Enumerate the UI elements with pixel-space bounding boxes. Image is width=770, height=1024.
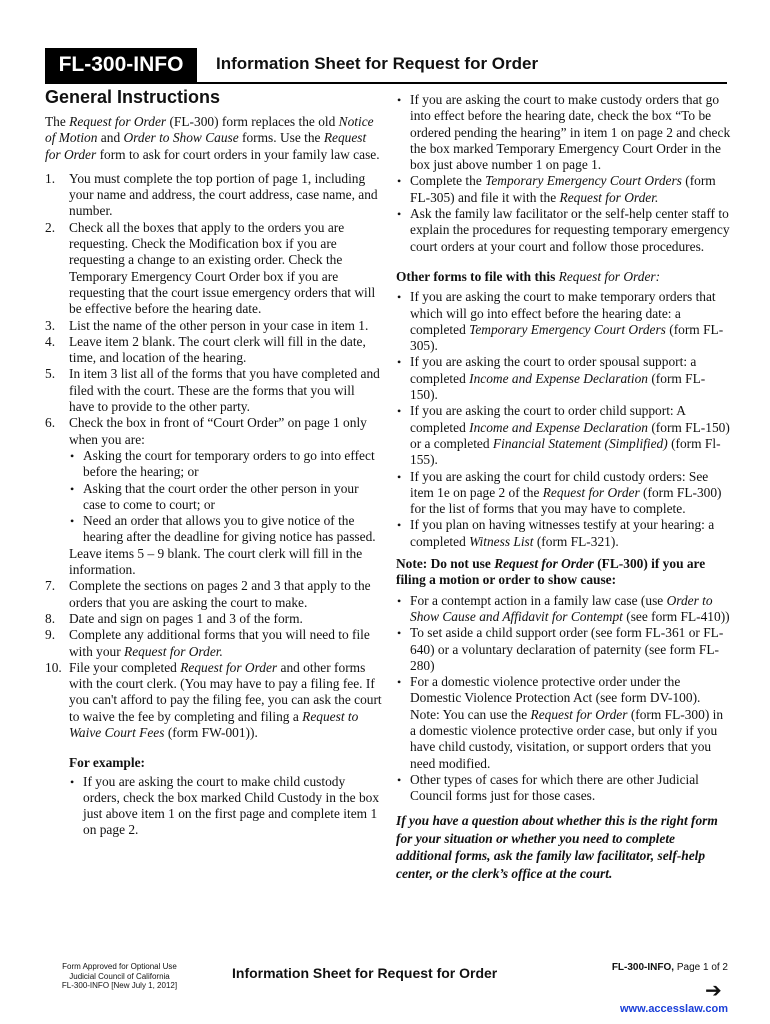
text-run: Complete the sections on pages 2 and 3 that apply to the orders that you are asking the court to make. [69,578,371,610]
text-run: forms. Use the [238,130,324,146]
intro-paragraph [45,114,383,163]
text-run: You must complete the top portion of page 1, including your name and address, the court address, case name, and number. [69,170,378,219]
other-form-bullet [396,469,732,518]
text-run: and [97,130,124,146]
step-text [69,578,371,609]
italic-text: Order to Show Cause [123,130,239,146]
text-run: Other types of cases for which there are other Judicial Council forms just for those cases. [410,771,699,804]
step-number: 7. [45,578,56,594]
custody-bullet [396,173,732,206]
text-run: and other forms with the court clerk. (You may have to pay a filing fee. If you can't afford to pay the filing fee, you can ask the court to waive the fee by completing and filing a [69,659,382,724]
note-bullet [396,772,732,805]
text-run: Date and sign on pages 1 and 3 of the form. [69,610,303,626]
right-column [396,86,732,882]
footer-approval-line3: FL-300-INFO [New July 1, 2012] [61,981,178,990]
other-forms-heading-text: Other forms to file with this [396,268,559,284]
text-run: List the name of the other person in your case in item 1. [69,317,369,333]
step-bullets [69,448,383,546]
text-run: To set aside a child support order (see form FL-361 or FL-640) or a voluntary declaration of paternity (see form FL-280) [410,625,724,673]
custody-bullet [396,206,732,255]
italic-text: Request for Order [494,556,594,572]
step-text [69,660,382,740]
text-run: If you are asking the court to order child support: A completed [410,403,686,435]
step-text [69,334,366,365]
instruction-step [45,334,383,367]
instruction-step [45,627,383,660]
text-run: (form FW-001)). [164,724,258,740]
other-form-bullet [396,403,732,468]
instruction-step [45,366,383,415]
italic-text: Request for Order [69,114,167,129]
text-run: (form FL-305). [410,321,724,354]
text-run: File your completed [69,659,181,675]
italic-text: Notice of Motion [45,114,374,146]
footer-approval [52,962,187,991]
text-run: Leave item 2 blank. The court clerk will fill in the date, time, and location of the hearing. [69,333,366,366]
instruction-step [45,611,383,627]
text-run: (form FL-300) for the list of forms that you may have to complete. [410,484,722,517]
text-run: The [45,114,70,129]
step-number: 6. [45,415,56,431]
other-forms-heading-italic: Request for Order: [558,268,661,284]
step-text [69,627,370,658]
italic-text: Witness List [469,533,534,549]
text-run: (form FL-321). [533,533,619,549]
custody-bullets [396,92,732,255]
note-bullets [396,593,732,805]
text-run: (form FL-150) or a completed [410,419,730,451]
text-run: If you are asking the court for child custody orders: See item 1e on page 2 of the [410,468,709,500]
italic-text: Request to Waive Court Fees [69,708,359,740]
footer-approval-line2: Judicial Council of California [69,971,170,981]
note-bullet [396,674,732,772]
instruction-step [45,171,383,220]
italic-text: Request for Order [542,484,640,500]
step-bullet: • Asking the court for temporary orders to go into effect before the hearing; or [69,448,383,481]
step-text [69,220,375,316]
step-number: 1. [45,170,56,186]
text-run: (FL-300) if you are filing a motion or order to show cause: [396,556,706,588]
footer-page-info [592,962,728,973]
step-number: 4. [45,333,56,349]
instruction-step [45,415,383,578]
italic-text: Request for Order. [559,189,659,205]
text-run: Check all the boxes that apply to the orders you are requesting. Check the Modification box if you are requesting a change to an existing order. Check the Temporary Emergency Court Order box if you are requesting that the court issue emergency orders that will be effective before the hearing date. [69,219,376,317]
step-text [69,318,368,333]
footer-page-number: Page 1 of 2 [674,962,728,973]
other-form-bullet [396,354,732,403]
instruction-step [45,220,383,318]
text-run: (form Fl-155). [410,435,721,468]
footer-form-number: FL-300-INFO, [611,962,675,973]
step-bullet: • Asking that the court order the other person in your case to come to court; or [69,481,383,514]
text-run: If you are asking the court to order spousal support: a completed [410,354,697,386]
italic-text: Request for Order [45,130,367,162]
closing-paragraph: If you have a question about whether this is the right form for your situation or whether you need to complete additional forms, ask the family law facilitator, self-help center, or the clerk’s office at the court. [396,813,718,881]
italic-text: Request for Order [530,706,628,722]
text-run: (form FL-300) in a domestic violence protective order case, but only if you have child custody, visitation, or support orders that you need modified. [410,706,724,771]
next-page-arrow-icon[interactable]: ➔ [705,980,722,1002]
text-run: For a contempt action in a family law case (use [410,592,667,608]
form-number-badge: FL-300-INFO [45,48,197,82]
example-bullet: • If you are asking the court to make child custody orders, check the box marked Child Custody in the box just above item 1 on the first page and complete item 1 on page 2. [69,774,383,839]
italic-text: Order to Show Cause and Affidavit for Contempt [410,592,713,624]
step-note: Leave items 5 – 9 blank. The court clerk will fill in the information. [69,545,363,578]
text-run: Note: Do not use [396,556,495,572]
website-link[interactable]: www.accesslaw.com [620,1003,729,1015]
other-forms-bullets [396,289,732,550]
text-run: If you are asking the court to make temporary orders that which will go into effect before the hearing date: a completed [410,289,716,337]
other-form-bullet [396,517,732,550]
italic-text: Request for Order [180,659,278,675]
italic-text: Income and Expense Declaration [469,370,648,386]
other-form-bullet [396,289,732,354]
footer-title: Information Sheet for Request for Order [232,965,498,981]
example-heading: For example: [69,755,145,771]
text-run: Complete any additional forms that you will need to file with your [69,627,370,659]
general-instructions-heading: General Instructions [45,87,221,107]
text-run: (form FL-305) and file it with the [410,173,716,205]
text-run: Check the box in front of “Court Order” on page 1 only when you are: [69,415,367,447]
example-bullets [69,774,383,839]
italic-text: Income and Expense Declaration [469,419,648,435]
note-bullet [396,625,732,674]
text-run: If you are asking the court to make custody orders that go into effect before the hearing date, check the box “To be ordered pending the hearing” in item 1 on page 2 and check the box marked Temporary Emergency Court Order in the box just above number 1 on page 1. [410,92,731,173]
instruction-steps [45,171,383,741]
instruction-step [45,660,383,741]
step-number: 2. [45,219,56,235]
text-run: Ask the family law facilitator or the self-help center staff to explain the procedures for requesting temporary emergency court orders at your court and follow those procedures. [410,206,730,254]
text-run: If you plan on having witnesses testify at your hearing: a completed [410,517,715,549]
text-run: In item 3 list all of the forms that you have completed and filed with the court. These are the forms that you will have to provide to the other party. [69,366,380,415]
step-text [69,611,303,626]
step-number: 8. [45,610,56,626]
header-rule [45,82,727,84]
text-run: Complete the [410,173,486,189]
step-number: 3. [45,317,56,333]
footer-approval-line1: Form Approved for Optional Use [62,962,177,971]
text-run: (FL-300) form replaces the old [166,114,339,129]
step-number: 9. [45,627,56,643]
step-text [69,366,380,414]
italic-text: Request for Order. [124,643,223,659]
left-column [45,86,383,839]
italic-text: Temporary Emergency Court Orders [485,173,682,189]
step-text [69,171,378,219]
other-forms-heading [396,269,732,285]
custody-bullet [396,92,732,173]
text-run: For a domestic violence protective order under the Domestic Violence Protection Act (see form DV-100). Note: You can use the [410,674,701,722]
step-number: 5. [45,366,56,382]
italic-text: Temporary Emergency Court Orders [469,321,666,337]
italic-text: Financial Statement (Simplified) [492,435,668,451]
step-number: 10. [45,659,62,675]
text-run: (form FL-150). [410,370,706,403]
step-text [69,415,367,446]
note-bullet [396,593,732,626]
header-title: Information Sheet for Request for Order [216,54,539,73]
text-run: (see form FL-410)) [622,608,730,624]
text-run: form to ask for court orders in your family law case. [96,146,380,162]
step-bullet: • Need an order that allows you to give notice of the hearing after the deadline for giving notice has passed. [69,513,383,546]
note-heading [396,556,732,589]
instruction-step [45,318,383,334]
instruction-step [45,578,383,611]
